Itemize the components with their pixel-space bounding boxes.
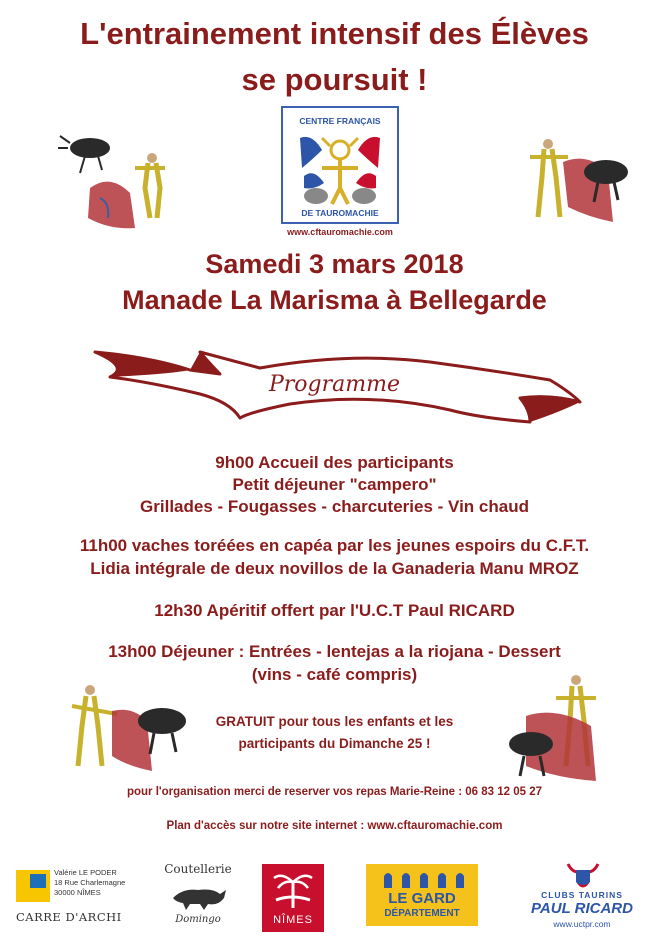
gard-line-1: LE GARD <box>388 890 456 907</box>
logo-top-text: CENTRE FRANÇAIS <box>299 116 381 126</box>
program-line: 9h00 Accueil des participants <box>215 453 454 472</box>
nimes-label: NÎMES <box>273 914 313 926</box>
reservation-text: pour l'organisation merci de reserver vos repas Marie-Reine : 06 83 12 05 27 <box>126 786 542 798</box>
coutellerie-bottom: Domingo <box>175 914 221 925</box>
free-line-1: GRATUIT pour tous les enfants et les <box>215 714 454 729</box>
ricard-url[interactable]: www.uctpr.com <box>553 919 611 929</box>
carre-contact-street: 18 Rue Charlemagne <box>54 878 126 887</box>
program-line: Petit déjeuner "campero" <box>232 475 437 494</box>
access-text[interactable]: Plan d'accès sur notre site internet : www.cftauromachie.com <box>166 820 503 832</box>
carre-brand: CARRE D'ARCHI <box>16 910 122 924</box>
cft-emblem-icon <box>292 128 388 206</box>
ricard-name: PAUL RICARD <box>531 900 633 917</box>
program-line: (vins - café compris) <box>251 665 418 684</box>
program-line: Lidia intégrale de deux novillos de la Ganaderia Manu MROZ <box>90 559 579 578</box>
programme-label: Programme <box>268 372 401 397</box>
logo-bottom-text: DE TAUROMACHIE <box>301 208 379 218</box>
matador-illustration-bottom-right <box>496 666 646 791</box>
coutellerie-top: Coutellerie <box>164 862 232 876</box>
gard-line-2: DÉPARTEMENT <box>384 908 460 919</box>
program-line: 11h00 vaches toréées en capéa par les jeunes espoirs du C.F.T. <box>79 536 590 555</box>
cft-logo <box>281 106 399 224</box>
sponsor-le-gard <box>366 864 478 926</box>
sponsor-nimes <box>262 864 324 932</box>
matador-illustration-bottom-left <box>42 676 192 786</box>
gard-figures-icon <box>380 870 464 888</box>
bull-head-icon <box>566 860 600 890</box>
carre-logo-icon <box>16 870 50 902</box>
event-place: Manade La Marisma à Bellegarde <box>122 285 547 315</box>
program-line: Grillades - Fougasses - charcuteries - Vin chaud <box>140 497 529 516</box>
matador-illustration-left <box>40 118 200 233</box>
matador-illustration-right <box>508 122 638 237</box>
title-line-1: L'entrainement intensif des Élèves <box>80 16 589 51</box>
carre-contact-name: Valérie LE PODER <box>54 868 117 877</box>
event-date: Samedi 3 mars 2018 <box>205 249 464 279</box>
logo-url[interactable]: www.cftauromachie.com <box>287 227 393 237</box>
program-line: 12h30 Apéritif offert par l'U.C.T Paul RICARD <box>154 601 515 620</box>
free-line-2: participants du Dimanche 25 ! <box>238 736 431 751</box>
sponsor-coutellerie <box>158 862 238 932</box>
ricard-top: CLUBS TAURINS <box>541 890 623 900</box>
sponsor-paul-ricard <box>508 860 656 936</box>
title-line-2: se poursuit ! <box>241 62 428 97</box>
sponsor-carre-darchi <box>14 866 144 932</box>
nimes-crocodile-palm-icon <box>272 870 314 910</box>
carre-contact-city: 30000 NÎMES <box>54 888 101 897</box>
bull-icon <box>168 880 228 912</box>
program-line: 13h00 Déjeuner : Entrées - lentejas a la riojana - Dessert <box>108 642 561 661</box>
